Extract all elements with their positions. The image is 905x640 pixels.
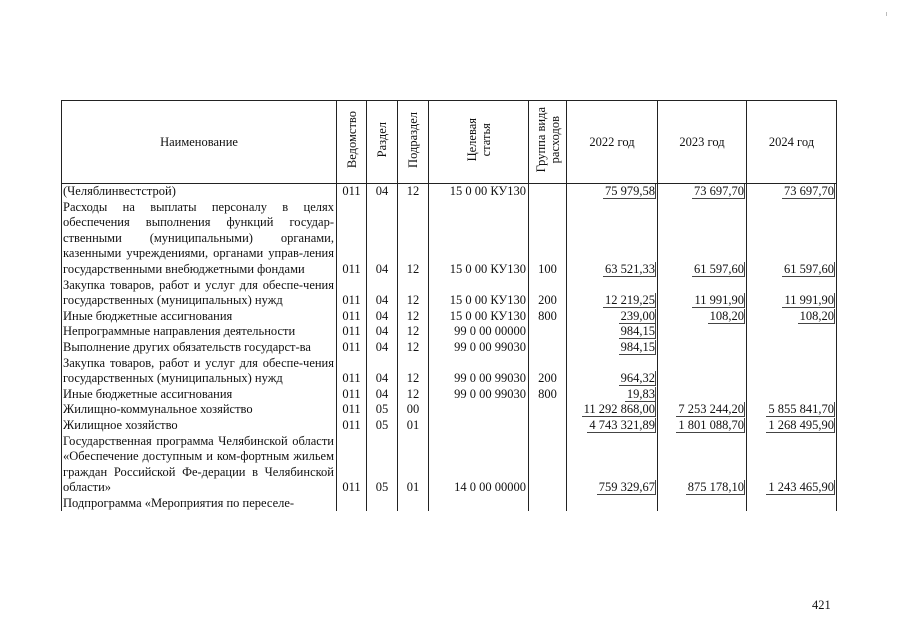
cell-subsection: 12 xyxy=(398,324,429,340)
cell-subsection: 12 xyxy=(398,356,429,387)
cell-group: 200 xyxy=(529,278,567,309)
cell-target: 99 0 00 99030 xyxy=(429,387,529,403)
table-row xyxy=(62,324,837,340)
cell-2022 xyxy=(567,402,658,418)
cell-2024 xyxy=(747,200,837,278)
cell-2022 xyxy=(567,434,658,496)
cell-subsection: 12 xyxy=(398,200,429,278)
cell-section: 04 xyxy=(367,340,398,356)
cell-2024 xyxy=(747,278,837,309)
cell-section: 05 xyxy=(367,402,398,418)
cell-section: 04 xyxy=(367,200,398,278)
cell-2022 xyxy=(567,356,658,387)
budget-table xyxy=(61,100,837,511)
cell-name: Подпрограмма «Мероприятия по переселе- xyxy=(62,496,337,512)
cell-group xyxy=(529,184,567,200)
cell-2024 xyxy=(747,324,837,340)
cell-2022-value: 964,32 xyxy=(620,371,655,386)
cell-2024-value: 1 243 465,90 xyxy=(768,480,834,495)
cell-name: (Челяблинвестстрой) xyxy=(62,184,337,200)
cell-2022-value: 239,00 xyxy=(620,308,655,323)
cell-2022 xyxy=(567,387,658,403)
cell-group xyxy=(529,418,567,434)
cell-dept: 011 xyxy=(337,434,367,496)
cell-target: 99 0 00 99030 xyxy=(429,356,529,387)
cell-2023 xyxy=(658,402,747,418)
cell-2024 xyxy=(747,340,837,356)
cell-target: 99 0 00 00000 xyxy=(429,324,529,340)
cell-2024 xyxy=(747,356,837,387)
cell-name: Расходы на выплаты персоналу в целях обеспечения выполнения функций государ-ственными (муниципальными) органами, казенными учреждениями, органами управ-ления государственными внебюджетными фондами xyxy=(62,200,337,278)
table-row xyxy=(62,184,837,200)
cell-2022-value: 4 743 321,89 xyxy=(589,417,655,432)
cell-2024-value: 73 697,70 xyxy=(784,184,834,198)
header-group: Группа вида расходов xyxy=(529,101,567,184)
cell-dept: 011 xyxy=(337,356,367,387)
cell-2022-value: 11 292 868,00 xyxy=(583,402,655,417)
cell-2023-value: 7 253 244,20 xyxy=(678,402,744,417)
cell-2023-value: 875 178,10 xyxy=(687,480,744,495)
cell-target xyxy=(429,418,529,434)
cell-target xyxy=(429,402,529,418)
cell-2023 xyxy=(658,184,747,200)
cell-group xyxy=(529,402,567,418)
table-row xyxy=(62,387,837,403)
cell-dept: 011 xyxy=(337,184,367,200)
cell-2022 xyxy=(567,418,658,434)
cell-section: 04 xyxy=(367,387,398,403)
cell-section: 04 xyxy=(367,309,398,325)
cell-subsection: 01 xyxy=(398,418,429,434)
cell-2024-value xyxy=(833,496,835,510)
cell-name: Закупка товаров, работ и услуг для обеспе-чения государственных (муниципальных) нужд xyxy=(62,278,337,309)
header-name: Наименование xyxy=(62,101,337,184)
cell-2022-value: 19,83 xyxy=(626,386,655,401)
cell-group xyxy=(529,324,567,340)
cell-2023 xyxy=(658,496,747,512)
cell-2022-value: 75 979,58 xyxy=(605,184,655,198)
cell-name: Выполнение других обязательств государст-ва xyxy=(62,340,337,356)
table-row xyxy=(62,496,837,512)
cell-target: 15 0 00 КУ130 xyxy=(429,309,529,325)
cell-dept: 011 xyxy=(337,340,367,356)
table-row xyxy=(62,340,837,356)
cell-section: 05 xyxy=(367,418,398,434)
header-subsection: Подраздел xyxy=(398,101,429,184)
cell-group xyxy=(529,496,567,512)
header-section: Раздел xyxy=(367,101,398,184)
cell-target: 15 0 00 КУ130 xyxy=(429,200,529,278)
cell-2022 xyxy=(567,184,658,200)
cell-dept: 011 xyxy=(337,309,367,325)
cell-2022 xyxy=(567,496,658,512)
cell-2022-value xyxy=(654,496,656,510)
cell-2024-value xyxy=(833,324,835,338)
cell-target: 99 0 00 99030 xyxy=(429,340,529,356)
cell-name: Жилищное хозяйство xyxy=(62,418,337,434)
cell-2024 xyxy=(747,402,837,418)
cell-2023 xyxy=(658,309,747,325)
cell-2022-value: 12 219,25 xyxy=(605,293,655,308)
cell-subsection: 12 xyxy=(398,184,429,200)
scan-mark xyxy=(886,12,887,16)
cell-2024-value: 1 268 495,90 xyxy=(768,417,834,432)
cell-2023 xyxy=(658,324,747,340)
table-row xyxy=(62,200,837,278)
cell-target: 15 0 00 КУ130 xyxy=(429,278,529,309)
header-2022: 2022 год xyxy=(567,101,658,184)
cell-group: 800 xyxy=(529,387,567,403)
cell-name: Иные бюджетные ассигнования xyxy=(62,309,337,325)
cell-target: 15 0 00 КУ130 xyxy=(429,184,529,200)
cell-2024-value xyxy=(833,371,835,385)
cell-2023 xyxy=(658,434,747,496)
cell-subsection: 12 xyxy=(398,309,429,325)
cell-2022-value: 759 329,67 xyxy=(598,480,655,495)
cell-2024-value xyxy=(833,387,835,401)
cell-2023 xyxy=(658,200,747,278)
header-dept: Ведомство xyxy=(337,101,367,184)
header-2024: 2024 год xyxy=(747,101,837,184)
cell-2024-value: 108,20 xyxy=(799,308,834,323)
cell-2024-value: 5 855 841,70 xyxy=(768,402,834,417)
cell-2023 xyxy=(658,418,747,434)
cell-2024-value xyxy=(833,340,835,354)
cell-target xyxy=(429,496,529,512)
cell-2022 xyxy=(567,340,658,356)
table-row xyxy=(62,356,837,387)
cell-dept: 011 xyxy=(337,402,367,418)
table-row xyxy=(62,434,837,496)
cell-2022-value: 984,15 xyxy=(620,339,655,354)
cell-2023-value xyxy=(743,324,745,338)
cell-2024 xyxy=(747,309,837,325)
cell-2024-value: 11 991,90 xyxy=(784,293,834,308)
cell-2024 xyxy=(747,387,837,403)
cell-2023-value: 108,20 xyxy=(709,308,744,323)
cell-subsection: 01 xyxy=(398,434,429,496)
cell-section: 04 xyxy=(367,278,398,309)
cell-2023-value xyxy=(743,496,745,510)
cell-target: 14 0 00 00000 xyxy=(429,434,529,496)
cell-dept: 011 xyxy=(337,200,367,278)
cell-2024 xyxy=(747,184,837,200)
cell-2022 xyxy=(567,309,658,325)
cell-name: Непрограммные направления деятельности xyxy=(62,324,337,340)
header-target: Целевая статья xyxy=(429,101,529,184)
cell-2023-value: 73 697,70 xyxy=(694,184,744,198)
cell-2023-value xyxy=(743,387,745,401)
cell-subsection xyxy=(398,496,429,512)
cell-section: 04 xyxy=(367,356,398,387)
table-row xyxy=(62,309,837,325)
cell-2022-value: 984,15 xyxy=(620,324,655,339)
table-row xyxy=(62,278,837,309)
cell-2023-value: 1 801 088,70 xyxy=(678,417,744,432)
table-row xyxy=(62,402,837,418)
cell-2023-value: 11 991,90 xyxy=(694,293,744,308)
cell-2022-value: 63 521,33 xyxy=(605,261,655,276)
cell-dept xyxy=(337,496,367,512)
cell-group: 800 xyxy=(529,309,567,325)
table-header-row xyxy=(62,101,837,184)
cell-2023-value xyxy=(743,371,745,385)
cell-group xyxy=(529,434,567,496)
cell-group: 100 xyxy=(529,200,567,278)
cell-subsection: 12 xyxy=(398,340,429,356)
cell-2023 xyxy=(658,356,747,387)
cell-name: Государственная программа Челябинской области «Обеспечение доступным и ком-фортным жильем граждан Российской Фе-дерации в Челябинской области» xyxy=(62,434,337,496)
header-2023: 2023 год xyxy=(658,101,747,184)
cell-2023 xyxy=(658,278,747,309)
cell-section: 04 xyxy=(367,324,398,340)
cell-section xyxy=(367,496,398,512)
cell-dept: 011 xyxy=(337,418,367,434)
cell-2023 xyxy=(658,387,747,403)
cell-2024-value: 61 597,60 xyxy=(784,261,834,276)
page-number: 421 xyxy=(812,598,831,612)
cell-subsection: 00 xyxy=(398,402,429,418)
cell-dept: 011 xyxy=(337,324,367,340)
cell-2022 xyxy=(567,324,658,340)
cell-2023 xyxy=(658,340,747,356)
cell-section: 04 xyxy=(367,184,398,200)
cell-dept: 011 xyxy=(337,387,367,403)
cell-2024 xyxy=(747,434,837,496)
cell-2023-value xyxy=(743,340,745,354)
cell-section: 05 xyxy=(367,434,398,496)
cell-2024 xyxy=(747,496,837,512)
cell-subsection: 12 xyxy=(398,278,429,309)
cell-group: 200 xyxy=(529,356,567,387)
cell-name: Закупка товаров, работ и услуг для обеспе-чения государственных (муниципальных) нужд xyxy=(62,356,337,387)
cell-dept: 011 xyxy=(337,278,367,309)
cell-group xyxy=(529,340,567,356)
cell-2022 xyxy=(567,200,658,278)
cell-name: Иные бюджетные ассигнования xyxy=(62,387,337,403)
cell-name: Жилищно-коммунальное хозяйство xyxy=(62,402,337,418)
cell-subsection: 12 xyxy=(398,387,429,403)
cell-2024 xyxy=(747,418,837,434)
table-row xyxy=(62,418,837,434)
cell-2022 xyxy=(567,278,658,309)
cell-2023-value: 61 597,60 xyxy=(694,261,744,276)
